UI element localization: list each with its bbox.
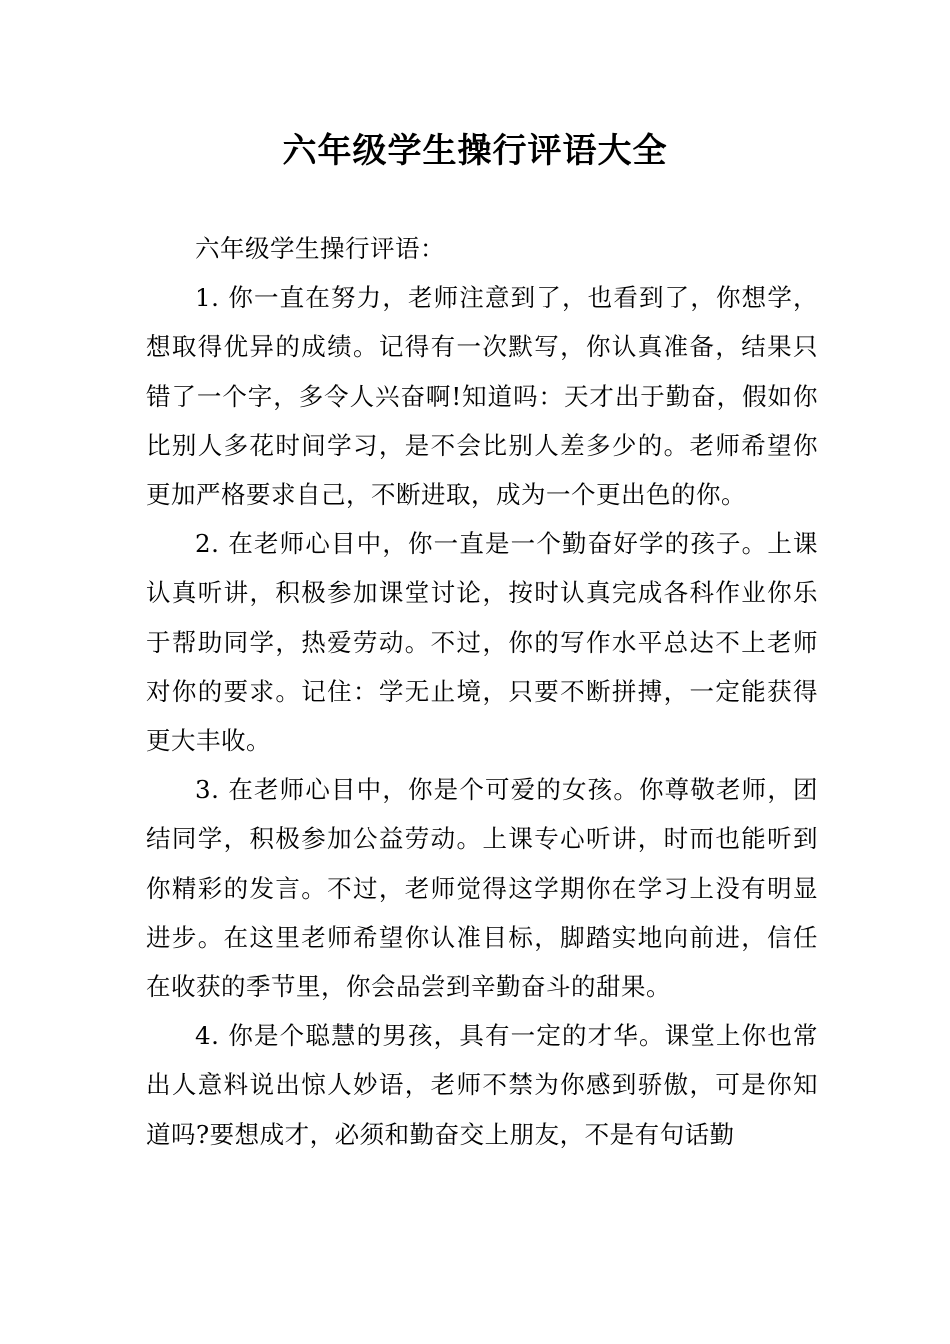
document-title: 六年级学生操行评语大全 — [282, 131, 668, 171]
document-body — [146, 224, 818, 1159]
comment-paragraph-3: 3. 在老师心目中，你是个可爱的女孩。你尊敬老师，团结同学，积极参加公益劳动。上课专心听讲，时而也能听到你精彩的发言。不过，老师觉得这学期你在学习上没有明显进步。在这里老师希望你认准目标，脚踏实地向前进，信任在收获的季节里，你会品尝到辛勤奋斗的甜果。 — [146, 775, 818, 1002]
comment-paragraph-1: 1. 你一直在努力，老师注意到了，也看到了，你想学，想取得优异的成绩。记得有一次默写，你认真准备，结果只错了一个字，多令人兴奋啊!知道吗：天才出于勤奋，假如你比别人多花时间学习，是不会比别人差多少的。老师希望你更加严格要求自己，不断进取，成为一个更出色的你。 — [146, 283, 818, 510]
comment-paragraph-2: 2. 在老师心目中，你一直是一个勤奋好学的孩子。上课认真听讲，积极参加课堂讨论，按时认真完成各科作业你乐于帮助同学，热爱劳动。不过，你的写作水平总达不上老师对你的要求。记住：学无止境，只要不断拼搏，一定能获得更大丰收。 — [146, 529, 818, 756]
comment-paragraph-4: 4. 你是个聪慧的男孩，具有一定的才华。课堂上你也常出人意料说出惊人妙语，老师不禁为你感到骄傲，可是你知道吗?要想成才，必须和勤奋交上朋友，不是有句话勤 — [146, 1021, 818, 1149]
intro-paragraph: 六年级学生操行评语： — [195, 234, 445, 263]
